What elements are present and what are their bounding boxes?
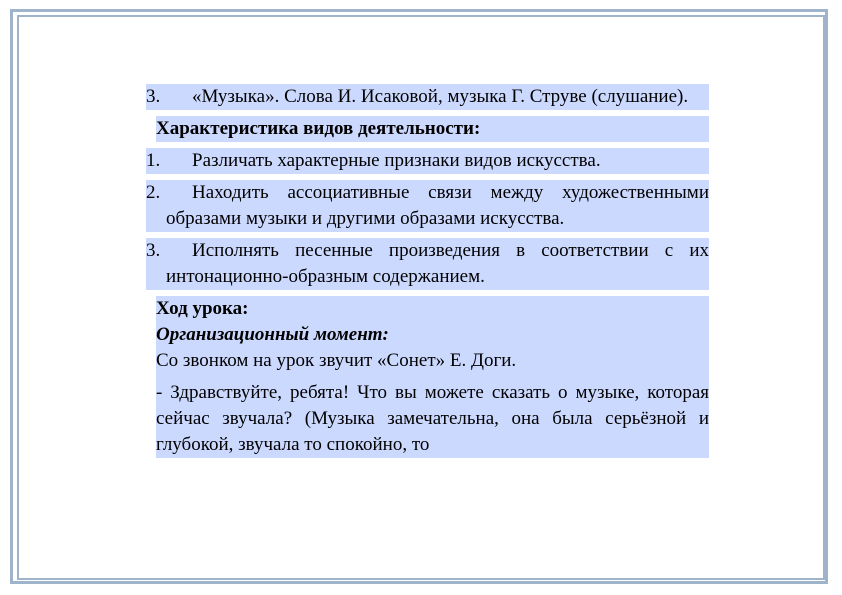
paragraph-bell: Со звонком на урок звучит «Сонет» Е. Доги. [156, 350, 517, 371]
list-item-song [146, 84, 709, 110]
list-number: 3. [146, 86, 161, 107]
document-body [146, 84, 709, 458]
list-item-activity-2 [146, 180, 709, 232]
list-number: 3. [146, 240, 161, 261]
lesson-section [156, 296, 709, 458]
heading-activities: Характеристика видов деятельности: [156, 116, 709, 142]
list-text: «Музыка». Слова И. Исаковой, музыка Г. Струве (слушание). [192, 86, 689, 107]
heading-org-moment: Организационный момент: [156, 324, 389, 345]
list-number: 1. [146, 150, 161, 171]
heading-lesson: Ход урока: [156, 298, 249, 319]
list-text: Исполнять песенные произведения в соответствии с их интонационно-образным содержанием. [166, 240, 709, 287]
list-text: Различать характерные признаки видов искусства. [192, 150, 601, 171]
list-item-activity-3 [146, 238, 709, 290]
list-item-activity-1 [146, 148, 709, 174]
paragraph-greeting: - Здравствуйте, ребята! Что вы можете сказать о музыке, которая сейчас звучала? (Музыка замечательна, она была серьёзной и глубокой, звучала то спокойно, то [156, 382, 709, 455]
list-number: 2. [146, 182, 161, 203]
list-text: Находить ассоциативные связи между художественными образами музыки и другими образами искусства. [166, 182, 709, 229]
